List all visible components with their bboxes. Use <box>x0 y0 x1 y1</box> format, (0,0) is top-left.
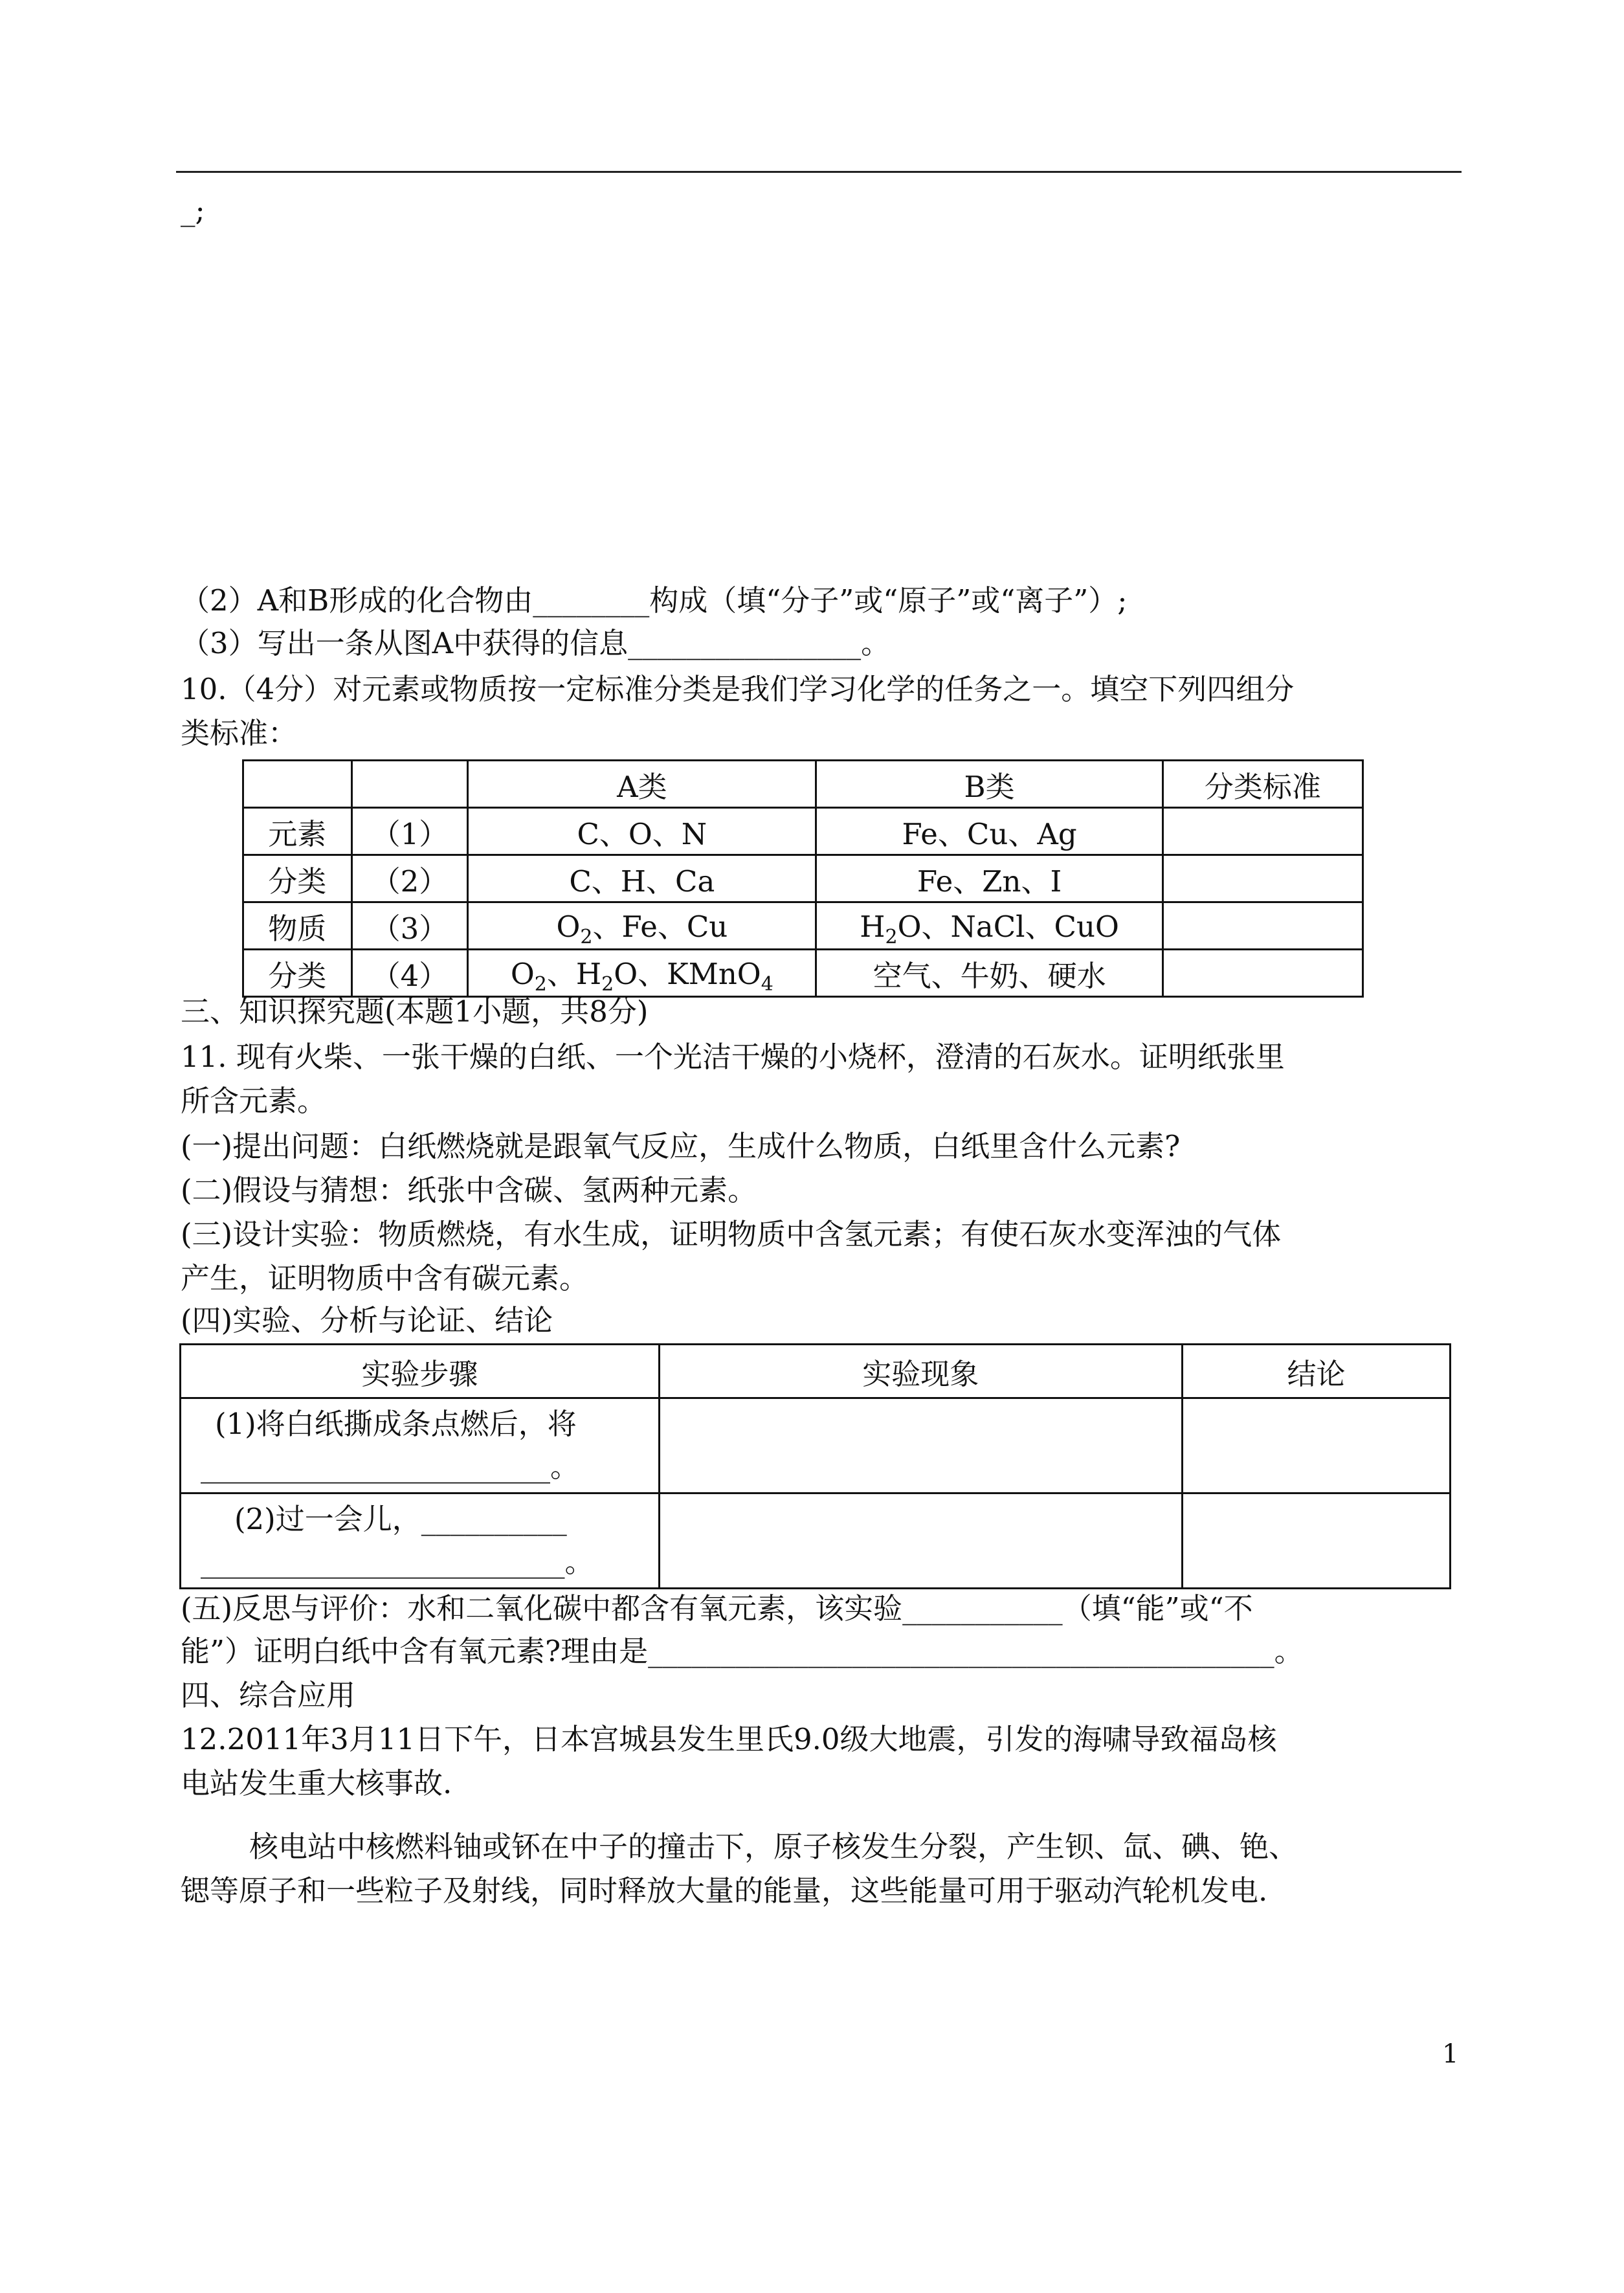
table-header-row <box>243 761 1363 808</box>
top-fragment: _; <box>181 193 205 227</box>
step-text: (1)将白纸撕成条点燃后，将 <box>215 1407 577 1441</box>
conclusion-cell[interactable] <box>1182 1493 1450 1589</box>
conclusion-cell[interactable] <box>1182 1398 1450 1493</box>
table-header-cell: 分类标准 <box>1162 761 1363 808</box>
phenomenon-cell[interactable] <box>659 1398 1182 1493</box>
header-rule <box>176 171 1462 173</box>
question-11-step-3: (三)设计实验：物质燃烧，有水生成，证明物质中含氢元素；有使石灰水变浑浊的气体 <box>181 1217 1282 1251</box>
row-number: （4） <box>351 950 468 997</box>
class-a-cell: $O_2$、$H_2O$、KMnO$_4$ <box>468 950 816 997</box>
question-9-part-3: （3）写出一条从图A中获得的信息________________。 <box>181 626 891 660</box>
table-header-cell <box>243 761 352 808</box>
class-b-cell: 空气、牛奶、硬水 <box>816 950 1162 997</box>
table-header-cell: 实验步骤 <box>181 1345 660 1398</box>
question-11-text: 11. 现有火柴、一张干燥的白纸、一个光洁干燥的小烧杯，澄清的石灰水。证明纸张里 <box>181 1040 1285 1074</box>
question-11-step-5-cont: 能”）证明白纸中含有氧元素?理由是___________________________________________。 <box>181 1634 1304 1668</box>
group-label: 物质 <box>243 902 352 950</box>
question-12-text-cont: 电站发生重大核事故. <box>181 1766 452 1800</box>
classification-table <box>242 759 1364 998</box>
table-header-cell <box>351 761 468 808</box>
standard-answer-cell[interactable] <box>1162 950 1363 997</box>
table-header-cell: 结论 <box>1182 1345 1450 1398</box>
class-b-cell: $H_2O$、NaCl、CuO <box>816 902 1162 950</box>
step-blank: ________________________。 <box>201 1449 580 1484</box>
row-number: （1） <box>351 808 468 855</box>
table-row <box>181 1493 1451 1589</box>
table-row <box>243 808 1363 855</box>
group-label: 分类 <box>243 855 352 902</box>
question-11-step-2: (二)假设与猜想：纸张中含碳、氢两种元素。 <box>181 1173 757 1207</box>
section-3-heading: 三、知识探究题(本题1小题，共8分) <box>181 994 649 1029</box>
table-header-cell: B类 <box>816 761 1162 808</box>
table-header-cell: A类 <box>468 761 816 808</box>
group-label: 分类 <box>243 950 352 997</box>
table-header-row <box>181 1345 1451 1398</box>
experiment-step-cell[interactable] <box>181 1398 660 1493</box>
table-row <box>243 855 1363 902</box>
question-11-text-cont: 所含元素。 <box>181 1084 327 1118</box>
standard-answer-cell[interactable] <box>1162 808 1363 855</box>
row-number: （3） <box>351 902 468 950</box>
experiment-step-cell[interactable] <box>181 1493 660 1589</box>
page-number: 1 <box>1442 2039 1459 2069</box>
class-b-cell: Fe、Zn、I <box>816 855 1162 902</box>
question-9-part-2: （2）A和B形成的化合物由________构成（填“分子”或“原子”或“离子”）; <box>181 583 1128 618</box>
table-row <box>181 1398 1451 1493</box>
question-11-step-3-cont: 产生，证明物质中含有碳元素。 <box>181 1261 589 1295</box>
section-4-heading: 四、综合应用 <box>181 1678 356 1712</box>
group-label: 元素 <box>243 808 352 855</box>
table-row <box>243 950 1363 997</box>
class-a-cell: C、O、N <box>468 808 816 855</box>
table-header-cell: 实验现象 <box>659 1345 1182 1398</box>
class-a-cell: C、H、Ca <box>468 855 816 902</box>
class-a-cell: $O_2$、Fe、Cu <box>468 902 816 950</box>
question-11-step-4: (四)实验、分析与论证、结论 <box>181 1303 553 1337</box>
class-b-cell: Fe、Cu、Ag <box>816 808 1162 855</box>
step-blank: _________________________。 <box>201 1545 594 1579</box>
question-12-paragraph-cont: 锶等原子和一些粒子及射线，同时释放大量的能量，这些能量可用于驱动汽轮机发电. <box>181 1874 1268 1908</box>
question-11-step-1: (一)提出问题：白纸燃烧就是跟氧气反应，生成什么物质，白纸里含什么元素? <box>181 1129 1181 1163</box>
question-10-text-cont: 类标准： <box>181 716 298 750</box>
row-number: （2） <box>351 855 468 902</box>
standard-answer-cell[interactable] <box>1162 855 1363 902</box>
standard-answer-cell[interactable] <box>1162 902 1363 950</box>
question-12-paragraph: 核电站中核燃料铀或钚在中子的撞击下，原子核发生分裂，产生钡、氙、碘、铯、 <box>249 1829 1298 1864</box>
step-text: (2)过一会儿，__________ <box>234 1502 567 1536</box>
question-11-step-5: (五)反思与评价：水和二氧化碳中都含有氧元素，该实验___________（填“能”或“不 <box>181 1591 1253 1626</box>
question-12-text: 12.2011年3月11日下午，日本宫城县发生里氏9.0级大地震，引发的海啸导致福岛核 <box>181 1722 1277 1756</box>
experiment-table <box>179 1343 1451 1589</box>
phenomenon-cell[interactable] <box>659 1493 1182 1589</box>
table-row <box>243 902 1363 950</box>
question-10-text: 10.（4分）对元素或物质按一定标准分类是我们学习化学的任务之一。填空下列四组分 <box>181 672 1295 706</box>
